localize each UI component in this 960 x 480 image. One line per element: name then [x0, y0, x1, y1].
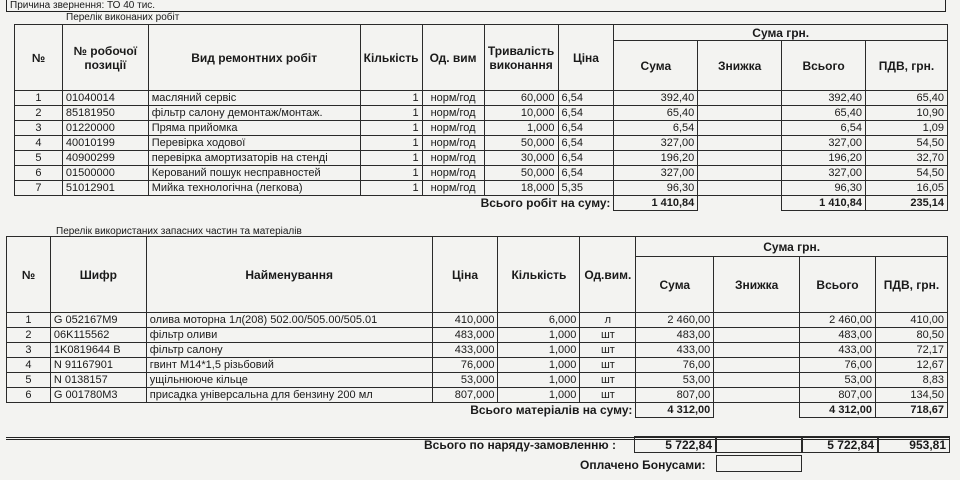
works-cell-dur: 30,000	[484, 151, 558, 166]
works-cell-code: 01040014	[62, 91, 148, 106]
works-row	[15, 121, 948, 136]
works-header-sum-group: Сума грн.	[614, 25, 948, 41]
parts-cell-sum: 2 460,00	[636, 313, 714, 328]
bonus-value	[716, 455, 802, 472]
parts-row	[7, 373, 948, 388]
works-cell-disc	[698, 121, 782, 136]
works-cell-num: 3	[15, 121, 63, 136]
works-cell-sum: 392,40	[614, 91, 698, 106]
works-cell-sum: 6,54	[614, 121, 698, 136]
works-cell-price: 6,54	[558, 106, 614, 121]
parts-cell-name: фільтр салону	[146, 343, 432, 358]
parts-cell-qty: 1,000	[498, 358, 580, 373]
grand-total-vat: 953,81	[878, 436, 950, 453]
parts-cell-price: 433,000	[432, 343, 498, 358]
parts-cell-name: олива моторна 1л(208) 502.00/505.00/505.01	[146, 313, 432, 328]
parts-cell-vat: 8,83	[875, 373, 947, 388]
works-cell-sum: 327,00	[614, 166, 698, 181]
works-cell-price: 5,35	[558, 181, 614, 196]
parts-row	[7, 388, 948, 403]
works-total-label: Всього робіт на суму:	[480, 195, 611, 210]
grand-total-total: 5 722,84	[802, 436, 878, 453]
parts-cell-disc	[714, 388, 800, 403]
parts-cell-unit: шт	[580, 328, 636, 343]
works-cell-qty: 1	[360, 136, 422, 151]
parts-cell-sum: 483,00	[636, 328, 714, 343]
works-cell-unit: норм/год	[422, 91, 484, 106]
works-cell-name: Мийка технологічна (легкова)	[148, 181, 360, 196]
parts-header-discount: Знижка	[714, 257, 800, 313]
works-cell-disc	[698, 181, 782, 196]
works-cell-qty: 1	[360, 91, 422, 106]
works-cell-total: 65,40	[782, 106, 866, 121]
parts-cell-unit: шт	[580, 343, 636, 358]
works-header-unit: Од. вим	[422, 25, 484, 91]
parts-cell-price: 53,000	[432, 373, 498, 388]
parts-cell-num: 2	[7, 328, 51, 343]
works-cell-disc	[698, 151, 782, 166]
parts-cell-disc	[714, 358, 800, 373]
works-cell-price: 6,54	[558, 91, 614, 106]
parts-header-num: №	[7, 237, 51, 313]
parts-cell-disc	[714, 328, 800, 343]
works-cell-dur: 50,000	[484, 136, 558, 151]
works-header-qty: Кількість	[360, 25, 422, 91]
parts-cell-total: 433,00	[800, 343, 876, 358]
works-cell-vat: 65,40	[865, 91, 947, 106]
parts-cell-total: 2 460,00	[800, 313, 876, 328]
parts-cell-sum: 433,00	[636, 343, 714, 358]
parts-cell-code: N 91167901	[50, 358, 146, 373]
parts-cell-unit: шт	[580, 373, 636, 388]
parts-cell-qty: 1,000	[498, 343, 580, 358]
works-cell-unit: норм/год	[422, 166, 484, 181]
works-header-duration: Тривалість виконання	[484, 25, 558, 91]
parts-cell-code: 06K115562	[50, 328, 146, 343]
parts-cell-name: ущільнююче кільце	[146, 373, 432, 388]
works-row	[15, 151, 948, 166]
parts-cell-price: 410,000	[432, 313, 498, 328]
parts-cell-num: 3	[7, 343, 51, 358]
works-cell-qty: 1	[360, 106, 422, 121]
works-cell-name: масляний сервіс	[148, 91, 360, 106]
parts-cell-price: 807,000	[432, 388, 498, 403]
works-cell-disc	[698, 166, 782, 181]
works-row	[15, 166, 948, 181]
parts-cell-disc	[714, 373, 800, 388]
parts-cell-sum: 807,00	[636, 388, 714, 403]
parts-cell-total: 76,00	[800, 358, 876, 373]
parts-cell-num: 4	[7, 358, 51, 373]
grand-total-label: Всього по наряду-замовленню :	[424, 438, 616, 452]
works-header-sum: Сума	[614, 41, 698, 91]
parts-cell-num: 6	[7, 388, 51, 403]
works-cell-qty: 1	[360, 166, 422, 181]
parts-cell-total: 807,00	[800, 388, 876, 403]
works-cell-price: 6,54	[558, 166, 614, 181]
parts-cell-disc	[714, 343, 800, 358]
works-cell-qty: 1	[360, 151, 422, 166]
parts-total-label: Всього матеріалів на суму:	[470, 402, 633, 417]
works-header-name: Вид ремонтних робіт	[148, 25, 360, 91]
parts-row	[7, 313, 948, 328]
parts-row	[7, 358, 948, 373]
parts-cell-num: 1	[7, 313, 51, 328]
works-cell-code: 51012901	[62, 181, 148, 196]
parts-cell-price: 483,000	[432, 328, 498, 343]
parts-cell-vat: 12,67	[875, 358, 947, 373]
works-cell-code: 01500000	[62, 166, 148, 181]
works-cell-num: 2	[15, 106, 63, 121]
works-cell-qty: 1	[360, 121, 422, 136]
works-row	[15, 91, 948, 106]
works-cell-num: 7	[15, 181, 63, 196]
works-cell-code: 85181950	[62, 106, 148, 121]
works-header-total: Всього	[782, 41, 866, 91]
parts-cell-qty: 1,000	[498, 388, 580, 403]
works-cell-vat: 1,09	[865, 121, 947, 136]
works-header-discount: Знижка	[698, 41, 782, 91]
works-cell-vat: 32,70	[865, 151, 947, 166]
works-cell-total: 327,00	[782, 166, 866, 181]
works-total-discount	[698, 196, 782, 211]
parts-cell-code: G 052167M9	[50, 313, 146, 328]
works-cell-disc	[698, 106, 782, 121]
works-table	[14, 24, 948, 211]
works-cell-price: 6,54	[558, 151, 614, 166]
works-cell-total: 96,30	[782, 181, 866, 196]
parts-row	[7, 343, 948, 358]
parts-cell-code: 1K0819644 B	[50, 343, 146, 358]
parts-cell-sum: 53,00	[636, 373, 714, 388]
works-cell-unit: норм/год	[422, 136, 484, 151]
bonus-label: Оплачено Бонусами:	[580, 458, 706, 472]
works-cell-total: 196,20	[782, 151, 866, 166]
reason-line: Причина звернення: ТО 40 тис.	[6, 0, 946, 12]
works-cell-unit: норм/год	[422, 121, 484, 136]
parts-header-vat: ПДВ, грн.	[875, 257, 947, 313]
parts-total-discount	[714, 403, 800, 418]
parts-cell-total: 483,00	[800, 328, 876, 343]
works-cell-name: Перевірка ходової	[148, 136, 360, 151]
works-cell-name: перевірка амортизаторів на стенді	[148, 151, 360, 166]
works-row	[15, 136, 948, 151]
works-row	[15, 181, 948, 196]
works-cell-total: 6,54	[782, 121, 866, 136]
works-cell-dur: 50,000	[484, 166, 558, 181]
works-cell-unit: норм/год	[422, 106, 484, 121]
parts-header-code: Шифр	[50, 237, 146, 313]
works-header-num: №	[15, 25, 63, 91]
parts-total-total: 4 312,00	[800, 403, 876, 418]
works-cell-sum: 65,40	[614, 106, 698, 121]
parts-caption: Перелік використаних запасних частин та матеріалів	[56, 226, 302, 237]
parts-cell-total: 53,00	[800, 373, 876, 388]
works-cell-disc	[698, 91, 782, 106]
parts-header-price: Ціна	[432, 237, 498, 313]
parts-cell-qty: 1,000	[498, 328, 580, 343]
works-cell-sum: 327,00	[614, 136, 698, 151]
works-cell-vat: 54,50	[865, 166, 947, 181]
works-cell-num: 4	[15, 136, 63, 151]
parts-cell-code: N 0138157	[50, 373, 146, 388]
parts-header-sum: Сума	[636, 257, 714, 313]
parts-cell-disc	[714, 313, 800, 328]
parts-table	[6, 236, 948, 418]
works-cell-dur: 10,000	[484, 106, 558, 121]
parts-header-qty: Кількість	[498, 237, 580, 313]
parts-cell-vat: 72,17	[875, 343, 947, 358]
works-cell-vat: 54,50	[865, 136, 947, 151]
parts-header-unit: Од.вим.	[580, 237, 636, 313]
parts-cell-num: 5	[7, 373, 51, 388]
works-cell-total: 327,00	[782, 136, 866, 151]
parts-header-sum-group: Сума грн.	[636, 237, 948, 257]
works-cell-code: 40010199	[62, 136, 148, 151]
works-cell-name: фільтр салону демонтаж/монтаж.	[148, 106, 360, 121]
works-cell-dur: 1,000	[484, 121, 558, 136]
grand-total-sum: 5 722,84	[634, 436, 716, 453]
works-cell-vat: 10,90	[865, 106, 947, 121]
works-cell-num: 1	[15, 91, 63, 106]
works-cell-unit: норм/год	[422, 181, 484, 196]
parts-cell-vat: 80,50	[875, 328, 947, 343]
parts-header-name: Найменування	[146, 237, 432, 313]
works-cell-price: 6,54	[558, 121, 614, 136]
works-cell-num: 6	[15, 166, 63, 181]
works-caption: Перелік виконаних робіт	[66, 12, 180, 23]
works-cell-price: 6,54	[558, 136, 614, 151]
works-cell-qty: 1	[360, 181, 422, 196]
works-total-vat: 235,14	[865, 196, 947, 211]
works-cell-disc	[698, 136, 782, 151]
parts-row	[7, 328, 948, 343]
works-cell-name: Пряма прийомка	[148, 121, 360, 136]
parts-header-total: Всього	[800, 257, 876, 313]
parts-cell-sum: 76,00	[636, 358, 714, 373]
works-cell-sum: 96,30	[614, 181, 698, 196]
grand-total-discount	[716, 436, 802, 453]
parts-total-vat: 718,67	[875, 403, 947, 418]
parts-cell-name: гвинт М14*1,5 різьбовий	[146, 358, 432, 373]
parts-total-sum: 4 312,00	[636, 403, 714, 418]
works-row	[15, 106, 948, 121]
works-cell-sum: 196,20	[614, 151, 698, 166]
parts-cell-qty: 6,000	[498, 313, 580, 328]
parts-cell-vat: 134,50	[875, 388, 947, 403]
works-cell-unit: норм/год	[422, 151, 484, 166]
parts-cell-unit: шт	[580, 358, 636, 373]
works-cell-num: 5	[15, 151, 63, 166]
works-cell-code: 01220000	[62, 121, 148, 136]
works-cell-code: 40900299	[62, 151, 148, 166]
works-cell-dur: 60,000	[484, 91, 558, 106]
works-total-total: 1 410,84	[782, 196, 866, 211]
works-header-price: Ціна	[558, 25, 614, 91]
works-header-code: № робочої позиції	[62, 25, 148, 91]
parts-cell-price: 76,000	[432, 358, 498, 373]
works-cell-total: 392,40	[782, 91, 866, 106]
works-total-sum: 1 410,84	[614, 196, 698, 211]
parts-cell-unit: шт	[580, 388, 636, 403]
parts-cell-vat: 410,00	[875, 313, 947, 328]
parts-cell-name: присадка універсальна для бензину 200 мл	[146, 388, 432, 403]
parts-cell-qty: 1,000	[498, 373, 580, 388]
works-cell-vat: 16,05	[865, 181, 947, 196]
works-header-vat: ПДВ, грн.	[865, 41, 947, 91]
works-cell-name: Керований пошук несправностей	[148, 166, 360, 181]
parts-cell-code: G 001780M3	[50, 388, 146, 403]
parts-cell-name: фільтр оливи	[146, 328, 432, 343]
parts-cell-unit: л	[580, 313, 636, 328]
works-cell-dur: 18,000	[484, 181, 558, 196]
